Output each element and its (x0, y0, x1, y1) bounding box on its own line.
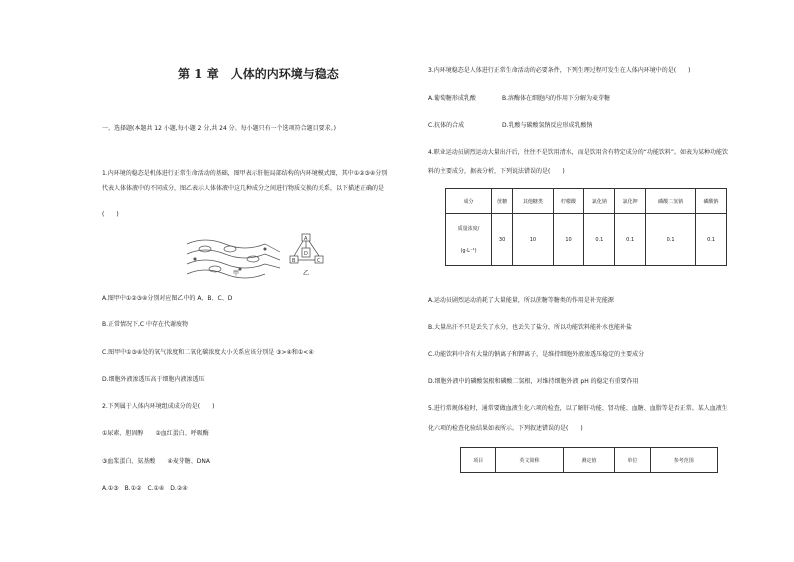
table-cell: 10 (553, 214, 584, 266)
table-header-cell: 英文简称 (496, 448, 563, 473)
table-header-cell: 参考范围 (650, 448, 717, 473)
fig-node-b: B (292, 258, 296, 264)
q4-option-c: C.功能饮料中含有大量的钠离子和钾离子，是维持细胞外液渗透压稳定的主要成分 (428, 351, 645, 358)
q4-stem-line2: 料的主要成分，据表分析，下列说法错误的是( ) (428, 168, 565, 175)
table-cell: 10 (513, 214, 553, 266)
q5-result-table (460, 447, 718, 473)
q2-items-2: ③血浆蛋白、氨基酸 ④麦芽糖、DNA (102, 458, 210, 465)
table-cell: 0.1 (696, 214, 727, 266)
table-cell: 30 (492, 214, 513, 266)
q4-option-d: D.细胞外液中的磷酸氢根和磷酸二氢根，对维持细胞外液 pH 的稳定有重要作用 (428, 378, 639, 385)
row-label-line1: 质量浓度/ (457, 226, 480, 232)
q4-table-data-row (446, 214, 727, 266)
table-header-cell: 氯化钠 (584, 189, 615, 214)
q1-option-b: B.正常情况下,C 中存在代谢废物 (102, 321, 189, 328)
q3-option-c: C.抗体的合成 (428, 122, 465, 129)
q4-stem-line1: 4.职业运动员剧烈运动大量出汗后，往往不是饮用清水，而是饮用含有特定成分的“功能饮料”。如表为某种功能饮 (428, 149, 728, 156)
q4-table-header-row (446, 189, 727, 214)
table-header-cell: 单位 (615, 448, 650, 473)
section-header: 一、选择题(本题共 12 小题,每小题 2 分,共 24 分。每小题只有一个选项符合题目要求。) (102, 125, 337, 132)
table-header-cell: 氯化钾 (615, 189, 646, 214)
table-header-cell: 成分 (446, 189, 492, 214)
q5-stem-line1: 5.进行常规体检时，通常要做血液生化六项的检查，以了解肝功能、肾功能、血糖、血脂等是否正常。某人血液生 (428, 405, 728, 412)
q5-stem-line2: 化六项的检查化验结果如表所示。下列叙述错误的是( ) (428, 425, 583, 432)
table-cell: 0.1 (646, 214, 696, 266)
fig-node-c: C (317, 258, 321, 264)
table-header-cell: 柠檬酸 (553, 189, 584, 214)
q4-option-b: B.大量出汗不只是丢失了水分，也丢失了盐分，所以功能饮料能补水也能补盐 (428, 324, 633, 331)
q1-option-a: A.图甲中①②③④分别对应图乙中的 A、B、C、D (102, 295, 233, 302)
q1-stem-line2: 代表人体体液中的不同成分，图乙表示人体体液中这几种成分之间进行物质交换的关系，以下描述正确的是 (102, 185, 385, 192)
q5-table-header-row (461, 448, 718, 473)
table-header-cell: 蔗糖 (492, 189, 513, 214)
table-header-cell: 磷酸钠 (696, 189, 727, 214)
table-row-label (446, 214, 492, 266)
table-cell: 0.1 (584, 214, 615, 266)
q3-option-d: D.乳酸与碳酸氢钠反应形成乳酸钠 (502, 122, 593, 129)
q1-option-c: C.图甲中①③④处的氧气浓度和二氧化碳浓度大小关系应该分别是 ③>④和①<④ (102, 349, 314, 356)
table-header-cell: 项目 (461, 448, 496, 473)
table-cell: 0.1 (615, 214, 646, 266)
q4-option-a: A.运动员剧烈运动消耗了大量能量，所以蔗糖等糖类的作用是补充能源 (428, 297, 614, 304)
row-label-line2: (g·L⁻¹) (460, 248, 477, 254)
q3-option-a: A.葡萄糖形成乳酸 (428, 95, 476, 102)
table-header-cell: 其他糖类 (513, 189, 553, 214)
q1-figure (185, 232, 335, 292)
q1-stem-line1: 1.内环境的稳态是机体进行正常生命活动的基础，图甲表示肝脏局部结构的内环境模式图，其中①②③④分别 (102, 170, 388, 177)
q1-stem-line3: ( ) (102, 211, 119, 218)
chapter-title: 第 1 章 人体的内环境与稳态 (178, 67, 339, 81)
q3-option-b: B.溶酶体在细胞内的作用下分解为麦芽糖 (502, 95, 611, 102)
q2-choices: A.①③ B.①② C.①④ D.②④ (102, 485, 188, 492)
q1-option-d: D.细胞外液渗透压高于细胞内液渗透压 (102, 376, 205, 383)
q3-stem: 3.内环境稳态是人体进行正常生命活动的必要条件，下列生理过程可发生在人体内环境中的是( ) (428, 67, 691, 74)
table-header-cell: 磷酸二氢钠 (646, 189, 696, 214)
fig-node-a: A (304, 236, 308, 242)
q2-items-1: ①尿素、胆固醇 ②血红蛋白、呼吸酶 (102, 430, 209, 437)
q4-composition-table (445, 188, 727, 266)
fig-node-d: D (304, 251, 308, 257)
figure-label-jia: 甲 (233, 270, 240, 277)
q2-stem: 2.下列属于人体内环境组成成分的是( ) (102, 403, 215, 410)
table-header-cell: 测定值 (563, 448, 614, 473)
figure-label-yi: 乙 (303, 270, 310, 277)
